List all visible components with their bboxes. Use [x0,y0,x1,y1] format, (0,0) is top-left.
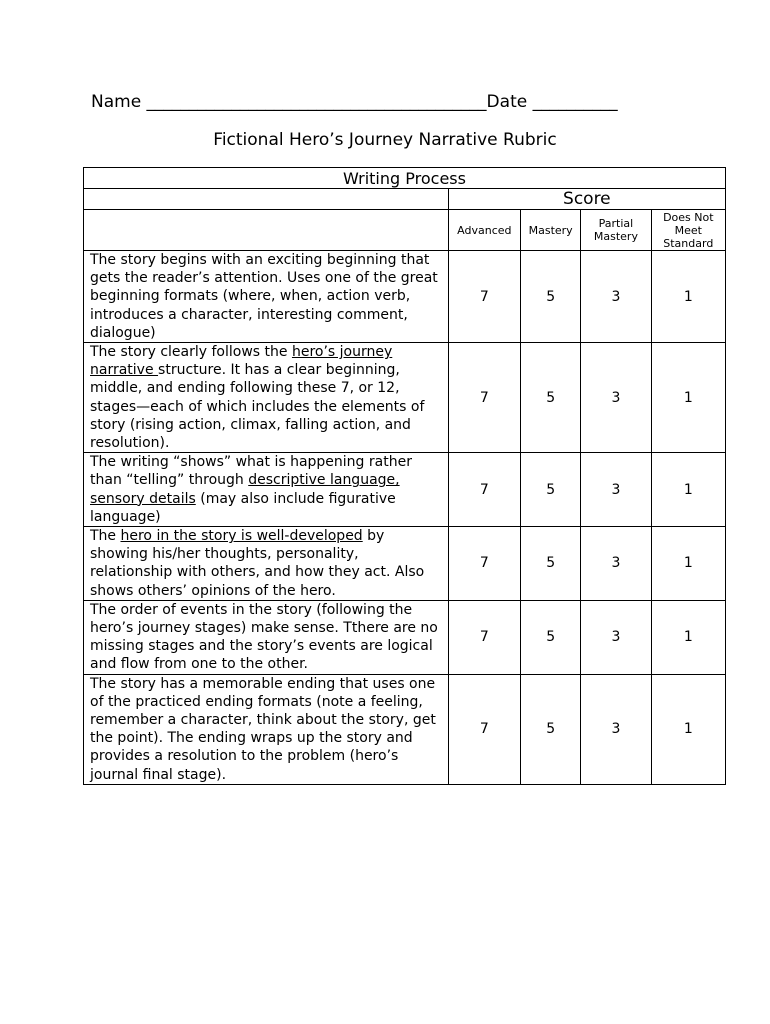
score-does-not-meet: 1 [651,527,725,601]
score-mastery: 5 [521,674,581,784]
score-mastery: 5 [521,527,581,601]
blank-header-cell [84,189,449,210]
score-advanced: 7 [448,527,520,601]
score-advanced: 7 [448,251,520,343]
table-row [84,527,726,601]
score-advanced: 7 [448,674,520,784]
criterion-description: The writing “shows” what is happening rather than “telling” through descriptive language, sensory details (may also include figurative language) [84,453,449,527]
level-does-not-meet: Does Not Meet Standard [651,210,725,251]
document-title: Fictional Hero’s Journey Narrative Rubric [213,130,557,150]
score-does-not-meet: 1 [651,251,725,343]
level-partial-mastery: Partial Mastery [581,210,651,251]
score-header: Score [448,189,725,210]
score-mastery: 5 [521,343,581,453]
score-partial: 3 [581,343,651,453]
rubric-table [83,167,726,785]
score-advanced: 7 [448,453,520,527]
score-advanced: 7 [448,600,520,674]
table-row [84,251,726,343]
criterion-description: The story begins with an exciting beginning that gets the reader’s attention. Uses one of the great beginning formats (where, when, action verb, introduces a character, interesting comment, dialogue) [84,251,449,343]
score-does-not-meet: 1 [651,600,725,674]
score-partial: 3 [581,527,651,601]
table-row [84,600,726,674]
table-row [84,453,726,527]
criterion-description: The hero in the story is well-developed by showing his/her thoughts, personality, relationship with others, and how they act. Also shows others’ opinions of the hero. [84,527,449,601]
score-advanced: 7 [448,343,520,453]
criterion-description: The story has a memorable ending that uses one of the practiced ending formats (note a feeling, remember a character, think about the story, get the point). The ending wraps up the story and provides a resolution to the problem (hero’s journal final stage). [84,674,449,784]
score-mastery: 5 [521,453,581,527]
criterion-description: The story clearly follows the hero’s journey narrative structure. It has a clear beginning, middle, and ending following these 7, or 12, stages—each of which includes the elements of story (rising action, climax, falling action, and resolution). [84,343,449,453]
score-does-not-meet: 1 [651,453,725,527]
level-mastery: Mastery [521,210,581,251]
score-does-not-meet: 1 [651,343,725,453]
score-partial: 3 [581,674,651,784]
table-row [84,343,726,453]
table-row [84,674,726,784]
score-does-not-meet: 1 [651,674,725,784]
level-advanced: Advanced [448,210,520,251]
score-partial: 3 [581,600,651,674]
score-partial: 3 [581,251,651,343]
score-mastery: 5 [521,251,581,343]
name-date-line: Name ________________________________________Date __________ [91,92,618,112]
criterion-description: The order of events in the story (following the hero’s journey stages) make sense. Tthere are no missing stages and the story’s events are logical and flow from one to the other. [84,600,449,674]
blank-level-cell [84,210,449,251]
score-partial: 3 [581,453,651,527]
section-title: Writing Process [84,168,726,189]
score-mastery: 5 [521,600,581,674]
